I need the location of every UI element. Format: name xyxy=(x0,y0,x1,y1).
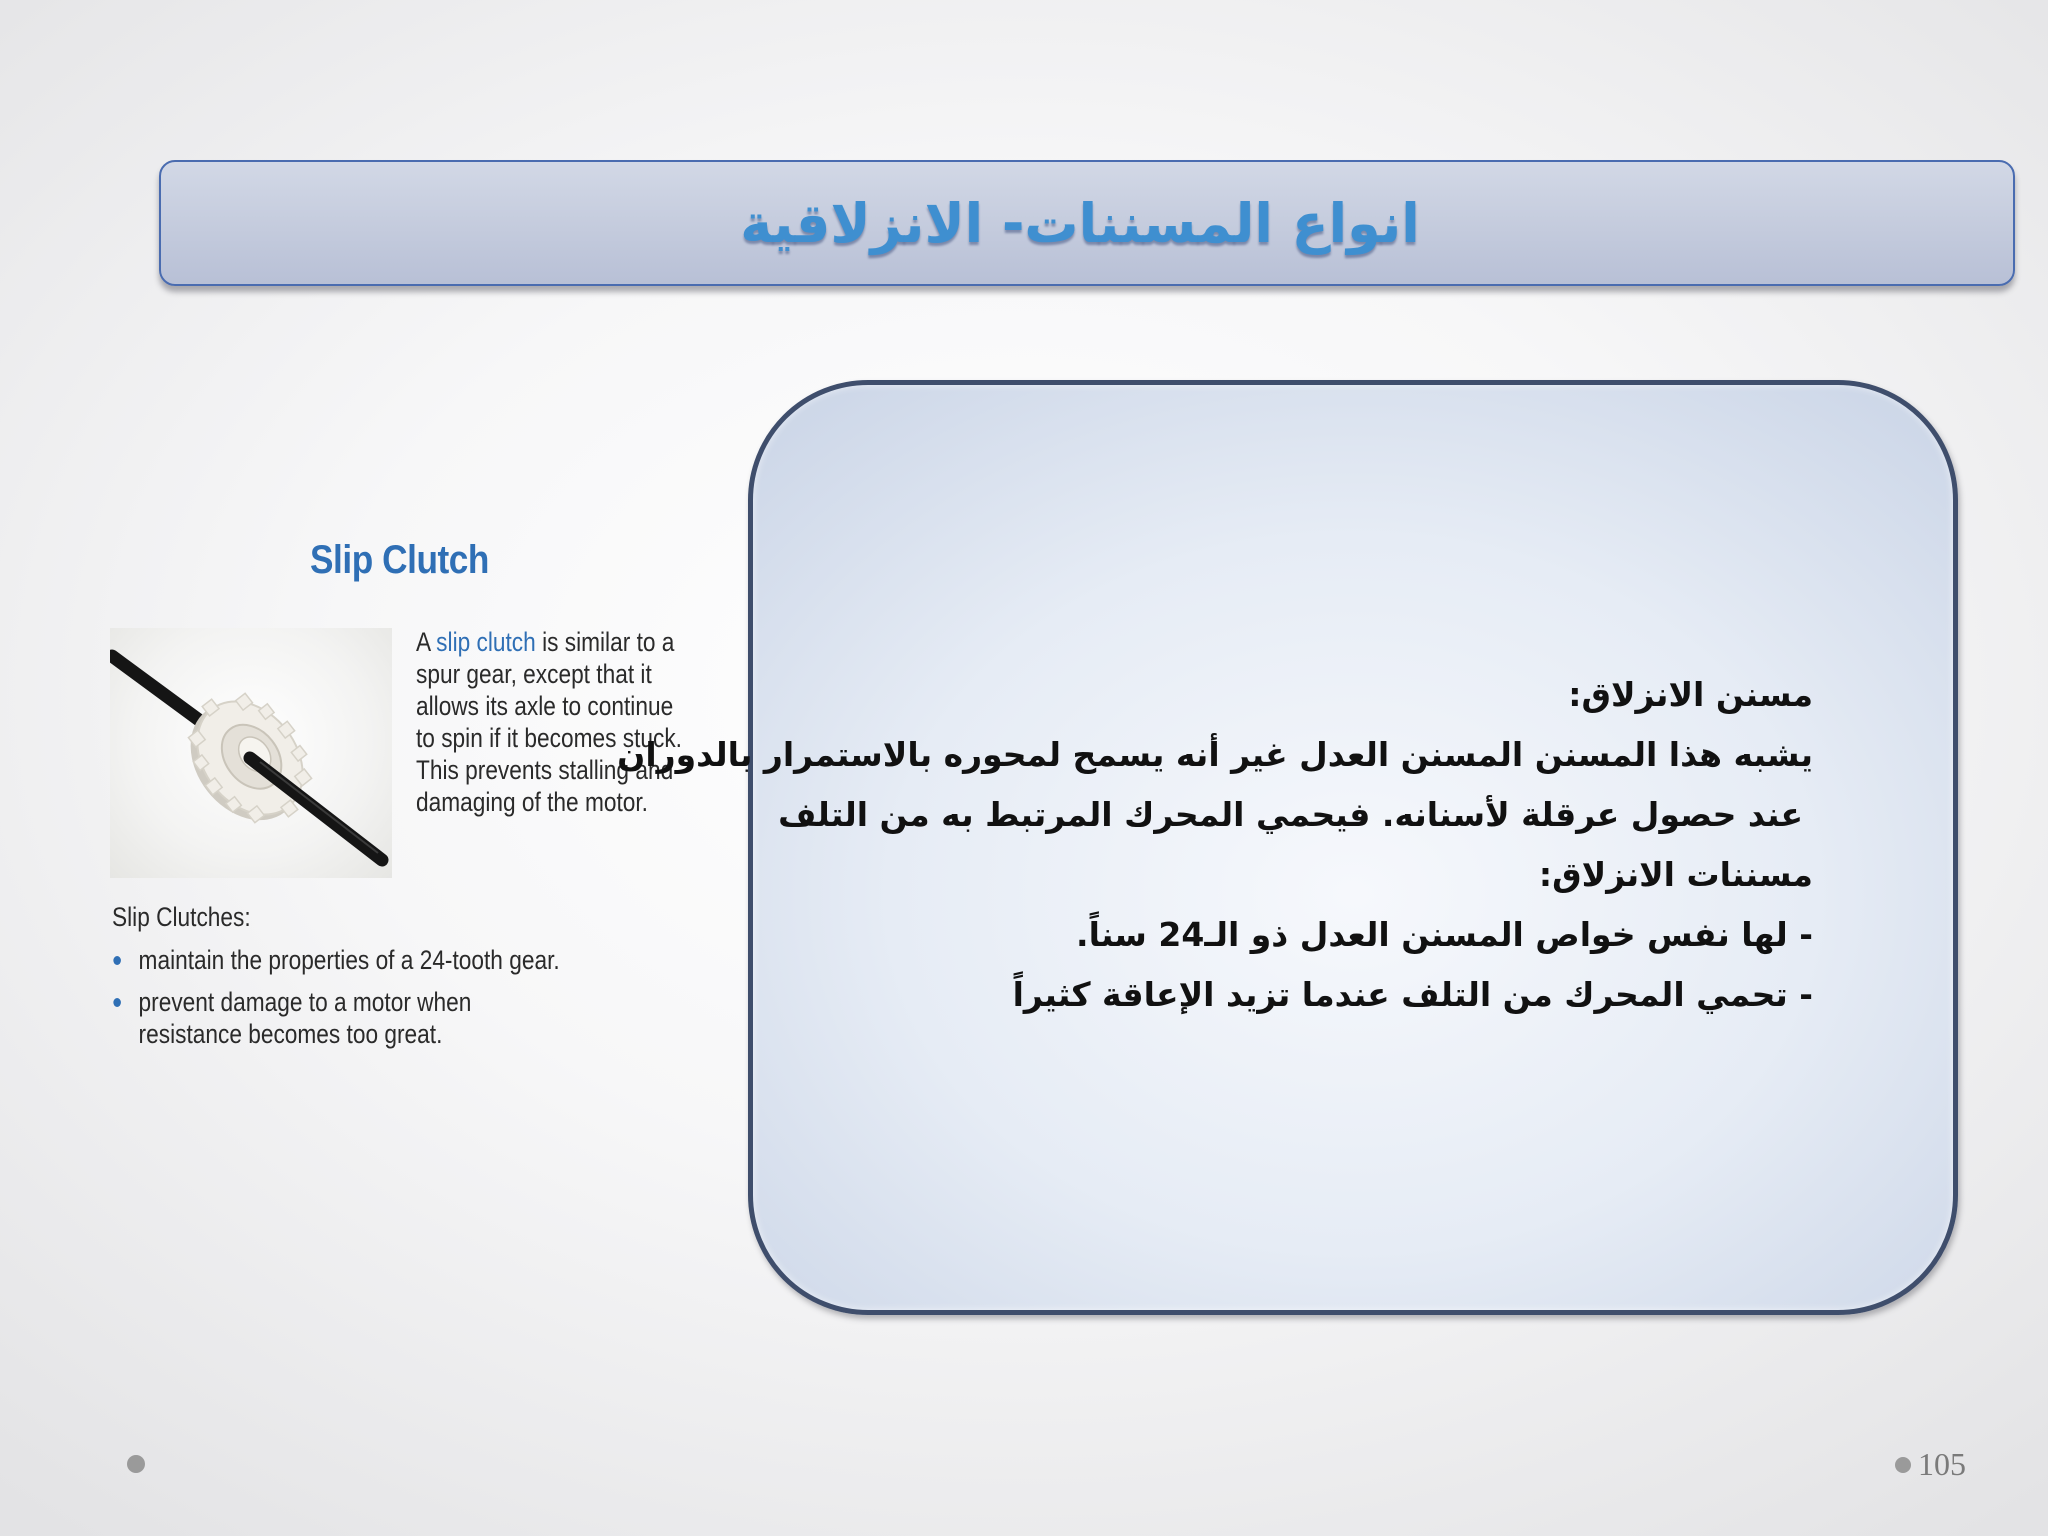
slip-clutch-gear-photo xyxy=(110,628,392,878)
bullet-icon xyxy=(113,998,121,1007)
page-number: 105 xyxy=(1918,1446,1966,1482)
bullet-icon xyxy=(113,956,121,965)
slip-clutch-term: slip clutch xyxy=(436,627,536,657)
figure-list xyxy=(110,944,580,1060)
figure-description: A slip clutch is similar to a spur gear, except that it allows its axle to continue to spin if it becomes stuck. This prevents stalling and damaging of the motor. xyxy=(416,627,682,817)
content-text xyxy=(617,665,1813,1025)
list-item: prevent damage to a motor when resistance becomes too great. xyxy=(110,986,580,1050)
footer-dot-left xyxy=(127,1455,145,1473)
footer-dot-right xyxy=(1895,1457,1911,1473)
content-box xyxy=(617,380,1958,1315)
content-heading-slip-gear: مسنن الانزلاق: xyxy=(1568,675,1813,714)
content-paragraph-line: يشبه هذا المسنن المسنن العدل غير أنه يسمح لمحوره بالاستمرار بالدوران xyxy=(617,735,1813,774)
slip-clutch-figure xyxy=(100,530,720,1070)
content-bullet: - تحمي المحرك من التلف عندما تزيد الإعاقة كثيراً xyxy=(1012,975,1813,1014)
figure-list-title: Slip Clutches: xyxy=(112,902,251,932)
content-heading-slip-gears: مسننات الانزلاق: xyxy=(1538,855,1813,894)
content-bullet: - لها نفس خواص المسنن العدل ذو الـ24 سناً. xyxy=(1076,915,1813,954)
slide-title: انواع المسننات- الانزلاقية xyxy=(740,191,1420,255)
slide-title-bar xyxy=(159,160,2015,286)
content-paragraph-line: عند حصول عرقلة لأسنانه. فيحمي المحرك المرتبط به من التلف xyxy=(778,795,1803,834)
list-item: maintain the properties of a 24-tooth gear. xyxy=(110,944,580,976)
figure-title: Slip Clutch xyxy=(310,538,489,582)
